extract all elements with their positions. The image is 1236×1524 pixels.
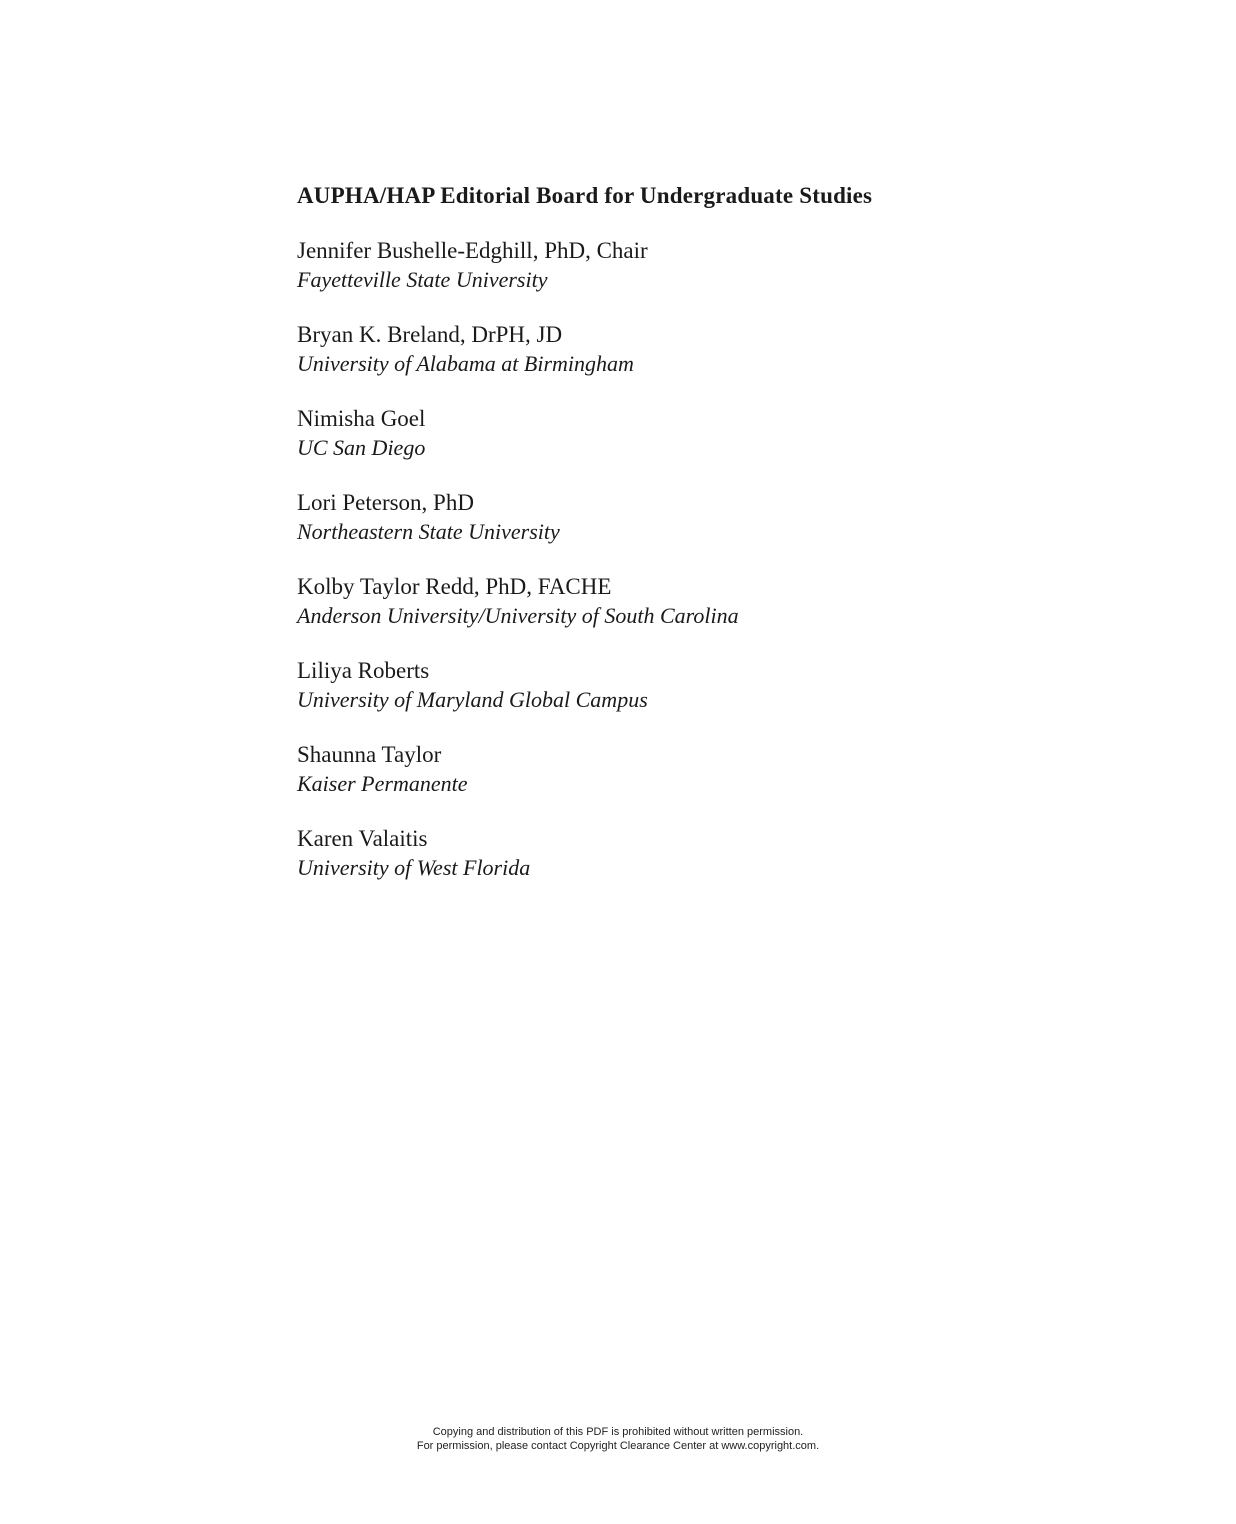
copyright-notice-line: For permission, please contact Copyright Clearance Center at www.copyright.com.: [416, 1440, 820, 1452]
member-affiliation: University of Maryland Global Campus: [297, 687, 648, 712]
member-entry: [297, 488, 1157, 572]
member-entry: [297, 236, 1157, 320]
member-affiliation: Kaiser Permanente: [297, 771, 468, 796]
member-entry: [297, 320, 1157, 404]
member-name: Shaunna Taylor: [297, 742, 442, 767]
page-content: [297, 176, 1157, 908]
member-name: Lori Peterson, PhD: [297, 490, 474, 515]
member-name: Karen Valaitis: [297, 826, 428, 851]
member-entry: [297, 656, 1157, 740]
member-name: Jennifer Bushelle-Edghill, PhD, Chair: [297, 238, 648, 263]
member-affiliation: Fayetteville State University: [297, 267, 548, 292]
member-name: Bryan K. Breland, DrPH, JD: [297, 322, 563, 347]
member-list: [297, 236, 1157, 908]
member-affiliation: UC San Diego: [297, 435, 426, 460]
board-title: AUPHA/HAP Editorial Board for Undergraduate Studies: [297, 183, 873, 208]
member-affiliation: University of Alabama at Birmingham: [297, 351, 634, 376]
member-entry: [297, 404, 1157, 488]
member-affiliation: Northeastern State University: [297, 519, 560, 544]
member-entry: [297, 740, 1157, 824]
member-entry: [297, 824, 1157, 908]
member-name: Liliya Roberts: [297, 658, 430, 683]
member-affiliation: University of West Florida: [297, 855, 531, 880]
member-name: Kolby Taylor Redd, PhD, FACHE: [297, 574, 612, 599]
member-affiliation: Anderson University/University of South Carolina: [297, 603, 739, 628]
member-name: Nimisha Goel: [297, 406, 426, 431]
copyright-notice-line: Copying and distribution of this PDF is prohibited without written permission.: [432, 1426, 804, 1438]
member-entry: [297, 572, 1157, 656]
copyright-notice: [0, 1425, 1236, 1453]
